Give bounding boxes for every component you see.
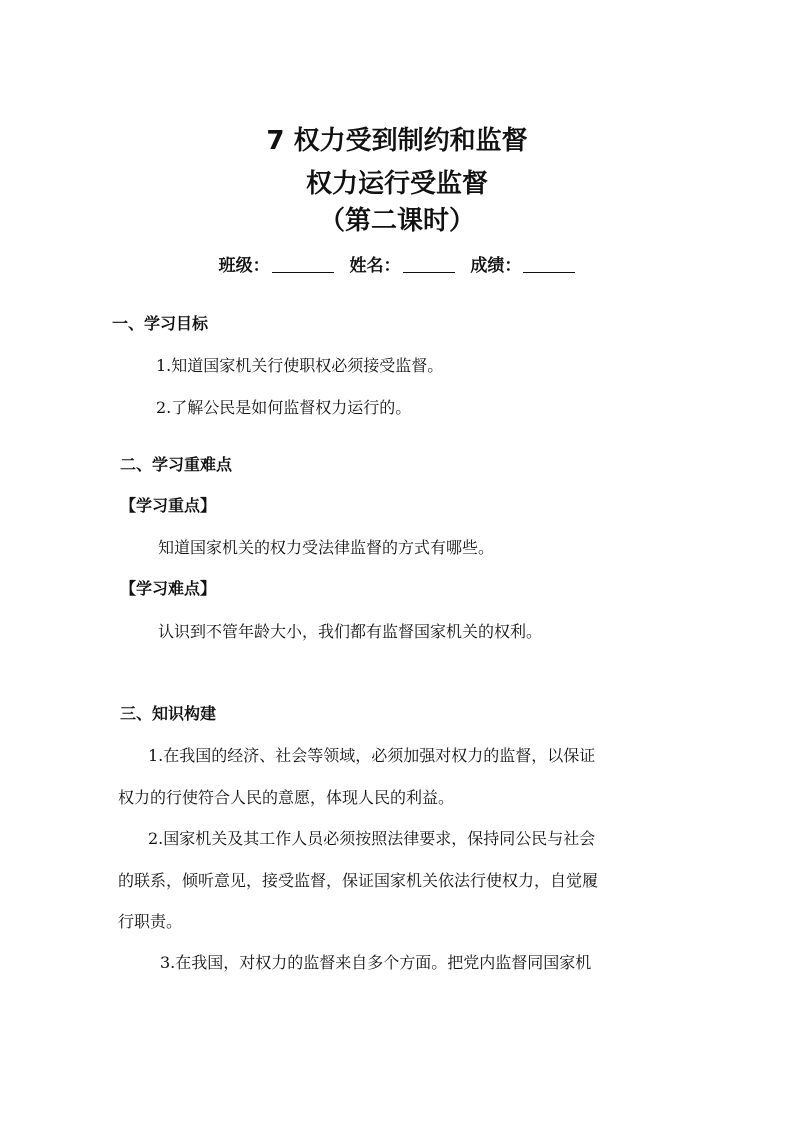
difficult-point-label: 【学习难点】 [120, 579, 217, 598]
knowledge-paragraph-2-line-3: 行职责。 [118, 912, 183, 931]
section-heading-objectives: 一、学习目标 [112, 314, 209, 333]
section-heading-knowledge: 三、知识构建 [120, 704, 217, 723]
class-label: 班级： [218, 256, 270, 276]
student-info-row [0, 254, 794, 278]
name-label: 姓名： [349, 256, 401, 276]
key-point-text: 知道国家机关的权力受法律监督的方式有哪些。 [158, 538, 495, 557]
class-blank[interactable] [272, 256, 334, 273]
knowledge-paragraph-1-line-2: 权力的行使符合人民的意愿，体现人民的利益。 [118, 788, 455, 807]
objective-item-2: 2.了解公民是如何监督权力运行的。 [156, 398, 412, 417]
knowledge-paragraph-1-line-1: 1.在我国的经济、社会等领域，必须加强对权力的监督，以保证 [148, 746, 596, 765]
knowledge-paragraph-2-line-1: 2.国家机关及其工作人员必须按照法律要求，保持同公民与社会 [148, 829, 596, 848]
lesson-title: 权力运行受监督 [305, 169, 488, 199]
objective-item-1: 1.知道国家机关行使职权必须接受监督。 [156, 356, 444, 375]
knowledge-paragraph-3-line-1: 3.在我国，对权力的监督来自多个方面。把党内监督同国家机 [160, 953, 592, 972]
knowledge-paragraph-2-line-2: 的联系，倾听意见，接受监督，保证国家机关依法行使权力，自觉履 [118, 871, 599, 890]
score-label: 成绩： [470, 256, 522, 276]
name-blank[interactable] [403, 256, 455, 273]
lesson-period: （第二课时） [318, 206, 475, 236]
score-blank[interactable] [523, 256, 575, 273]
key-point-label: 【学习重点】 [120, 496, 217, 515]
difficult-point-text: 认识到不管年龄大小，我们都有监督国家机关的权利。 [158, 622, 543, 641]
section-heading-key-points: 二、学习重难点 [120, 455, 233, 474]
document-title: 7 权力受到制约和监督 [266, 126, 528, 156]
